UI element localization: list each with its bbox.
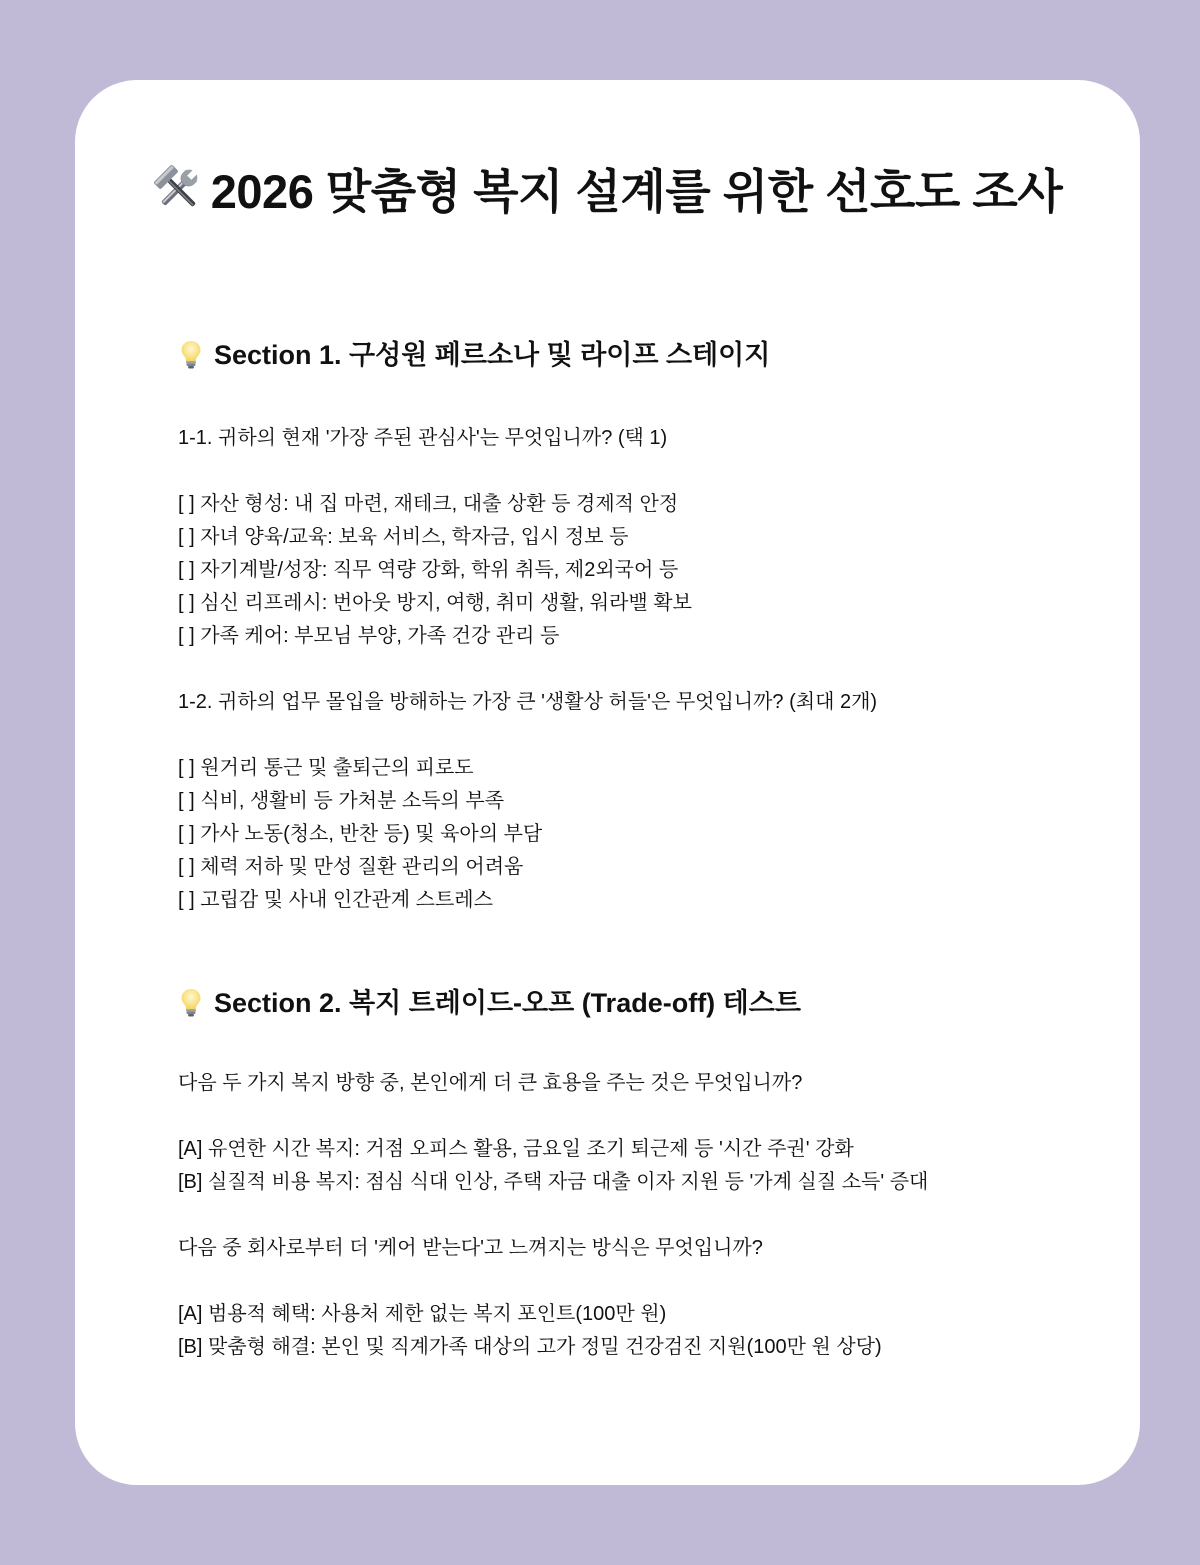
option-1-2-health[interactable]: [ ] 체력 저하 및 만성 질환 관리의 어려움 [178, 856, 524, 878]
question-1-2: 1-2. 귀하의 업무 몰입을 방해하는 가장 큰 '생활상 허들'은 무엇입니까? (최대 2개) [178, 691, 878, 713]
section-2-title: Section 2. 복지 트레이드-오프 (Trade-off) 테스트 [214, 988, 801, 1018]
survey-content [178, 335, 1078, 1364]
hammer-and-wrench-icon [153, 164, 203, 214]
title-text: 2026 맞춤형 복지 설계를 위한 선호도 조사 [210, 165, 1063, 218]
page-title [75, 162, 1140, 222]
section-1-heading [178, 335, 1078, 375]
option-1-1-childcare[interactable]: [ ] 자녀 양육/교육: 보육 서비스, 학자금, 입시 정보 등 [178, 526, 629, 548]
lightbulb-icon [180, 988, 202, 1018]
section-2-heading [178, 983, 1078, 1023]
option-1-2-income[interactable]: [ ] 식비, 생활비 등 가처분 소득의 부족 [178, 790, 505, 812]
question-2-2: 다음 중 회사로부터 더 '케어 받는다'고 느껴지는 방식은 무엇입니까? [178, 1237, 763, 1259]
option-1-2-commute[interactable]: [ ] 원거리 통근 및 출퇴근의 피로도 [178, 757, 474, 779]
lightbulb-icon [180, 340, 202, 370]
option-2-2-a-general-benefit[interactable]: [A] 범용적 혜택: 사용처 제한 없는 복지 포인트(100만 원) [178, 1303, 667, 1325]
option-1-2-isolation[interactable]: [ ] 고립감 및 사내 인간관계 스트레스 [178, 889, 493, 911]
option-2-2-b-custom-solution[interactable]: [B] 맞춤형 해결: 본인 및 직계가족 대상의 고가 정밀 건강검진 지원(100만 원 상당) [178, 1336, 882, 1358]
option-1-1-asset[interactable]: [ ] 자산 형성: 내 집 마련, 재테크, 대출 상환 등 경제적 안정 [178, 493, 679, 515]
option-1-1-family-care[interactable]: [ ] 가족 케어: 부모님 부양, 가족 건강 관리 등 [178, 625, 560, 647]
question-1-1: 1-1. 귀하의 현재 '가장 주된 관심사'는 무엇입니까? (택 1) [178, 427, 668, 449]
option-2-1-b-cost-welfare[interactable]: [B] 실질적 비용 복지: 점심 식대 인상, 주택 자금 대출 이자 지원 등 '가계 실질 소득' 증대 [178, 1171, 929, 1193]
option-2-1-a-time-welfare[interactable]: [A] 유연한 시간 복지: 거점 오피스 활용, 금요일 조기 퇴근제 등 '시간 주권' 강화 [178, 1138, 854, 1160]
survey-card [75, 80, 1140, 1485]
section-1-title: Section 1. 구성원 페르소나 및 라이프 스테이지 [214, 340, 771, 370]
option-1-1-refresh[interactable]: [ ] 심신 리프레시: 번아웃 방지, 여행, 취미 생활, 워라밸 확보 [178, 592, 692, 614]
option-1-1-self-development[interactable]: [ ] 자기계발/성장: 직무 역량 강화, 학위 취득, 제2외국어 등 [178, 559, 679, 581]
option-1-2-housework[interactable]: [ ] 가사 노동(청소, 반찬 등) 및 육아의 부담 [178, 823, 543, 845]
question-2-1: 다음 두 가지 복지 방향 중, 본인에게 더 큰 효용을 주는 것은 무엇입니까? [178, 1072, 803, 1094]
